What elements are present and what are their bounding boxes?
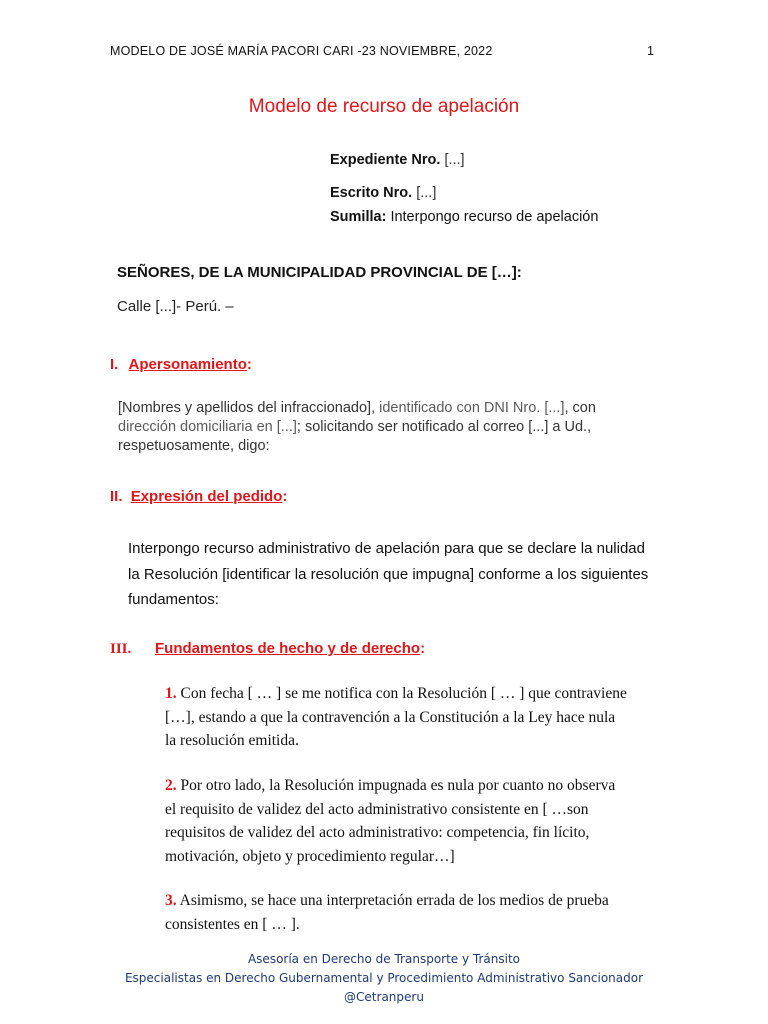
escrito-label: Escrito Nro. [330, 185, 413, 201]
paragraph-text: ; solicitando ser notificado al correo [...] a Ud., [296, 419, 592, 435]
item-line: consistentes en [ … ]. [165, 915, 300, 933]
section-number: III. [110, 641, 132, 657]
footer-line-3: @Cetranperu [344, 990, 424, 1004]
item-line: motivación, objeto y procedimiento regular…] [165, 847, 455, 865]
sumilla-label: Sumilla: [330, 209, 387, 225]
section-title: Expresión del pedido [130, 488, 283, 505]
pedido-paragraph [128, 536, 668, 613]
expediente-line [330, 152, 465, 168]
item-line: Asimismo, se hace una interpretación errada de los medios de prueba [176, 892, 609, 909]
item-number: 3. [165, 892, 177, 909]
footer-line-1: Asesoría en Derecho de Transporte y Tránsito [247, 952, 521, 966]
item-line: el requisito de validez del acto administrativo consistente en [ …son [165, 800, 589, 818]
page-number: 1 [647, 44, 655, 58]
fundamento-item-1 [165, 682, 665, 753]
address-line: Calle [...]- Perú. – [117, 298, 234, 315]
item-line: la resolución emitida. [165, 732, 299, 749]
fundamento-item-2 [165, 774, 665, 868]
fundamento-item-3 [165, 889, 665, 936]
item-number: 2. [165, 777, 177, 794]
section-heading-3: III. Fundamentos de hecho y de derecho: [110, 640, 426, 657]
sumilla-line [330, 209, 598, 225]
section-heading-2: II. Expresión del pedido: [110, 488, 288, 505]
escrito-value: [...] [416, 185, 437, 201]
section-title: Fundamentos de hecho y de derecho [155, 640, 421, 657]
paragraph-text: [Nombres y apellidos del infraccionado] [118, 400, 372, 416]
section-number: II. [110, 488, 123, 505]
document-title: Modelo de recurso de apelación [248, 96, 520, 117]
page-header-text: MODELO DE JOSÉ MARÍA PACORI CARI -23 NOVIEMBRE, 2022 [110, 44, 493, 58]
escrito-line [330, 185, 436, 201]
section-heading-1: I. Apersonamiento: [110, 356, 252, 373]
paragraph-text: respetuosamente, digo: [118, 438, 270, 454]
section-number: I. [110, 356, 119, 373]
paragraph-text: , identificado con DNI Nro. [...] [371, 400, 565, 416]
paragraph-text: dirección domiciliaria en [...] [118, 419, 297, 435]
apersonamiento-paragraph [118, 399, 648, 456]
expediente-label: Expediente Nro. [330, 152, 441, 168]
addressee: SEÑORES, DE LA MUNICIPALIDAD PROVINCIAL DE […]: [117, 264, 522, 281]
sumilla-value: Interpongo recurso de apelación [390, 209, 599, 225]
footer-line-2: Especialistas en Derecho Gubernamental y Procedimiento Administrativo Sancionador [124, 971, 644, 985]
expediente-value: [...] [444, 152, 465, 168]
item-line: Con fecha [ … ] se me notifica con la Resolución [ … ] que contraviene [176, 685, 627, 702]
paragraph-line: Interpongo recurso administrativo de apelación para que se declare la nulidad [128, 540, 645, 557]
paragraph-line: la Resolución [identificar la resolución que impugna] conforme a los siguientes [128, 565, 649, 583]
paragraph-text: , con [564, 400, 596, 416]
paragraph-line: fundamentos: [128, 591, 219, 608]
item-line: requisitos de validez del acto administrativo: competencia, fin lícito, [165, 824, 590, 841]
item-number: 1. [165, 685, 177, 702]
item-line: Por otro lado, la Resolución impugnada es nula por cuanto no observa [176, 777, 616, 794]
item-line: […], estando a que la contravención a la Constitución a la Ley hace nula [165, 708, 616, 726]
section-title: Apersonamiento [128, 356, 247, 373]
